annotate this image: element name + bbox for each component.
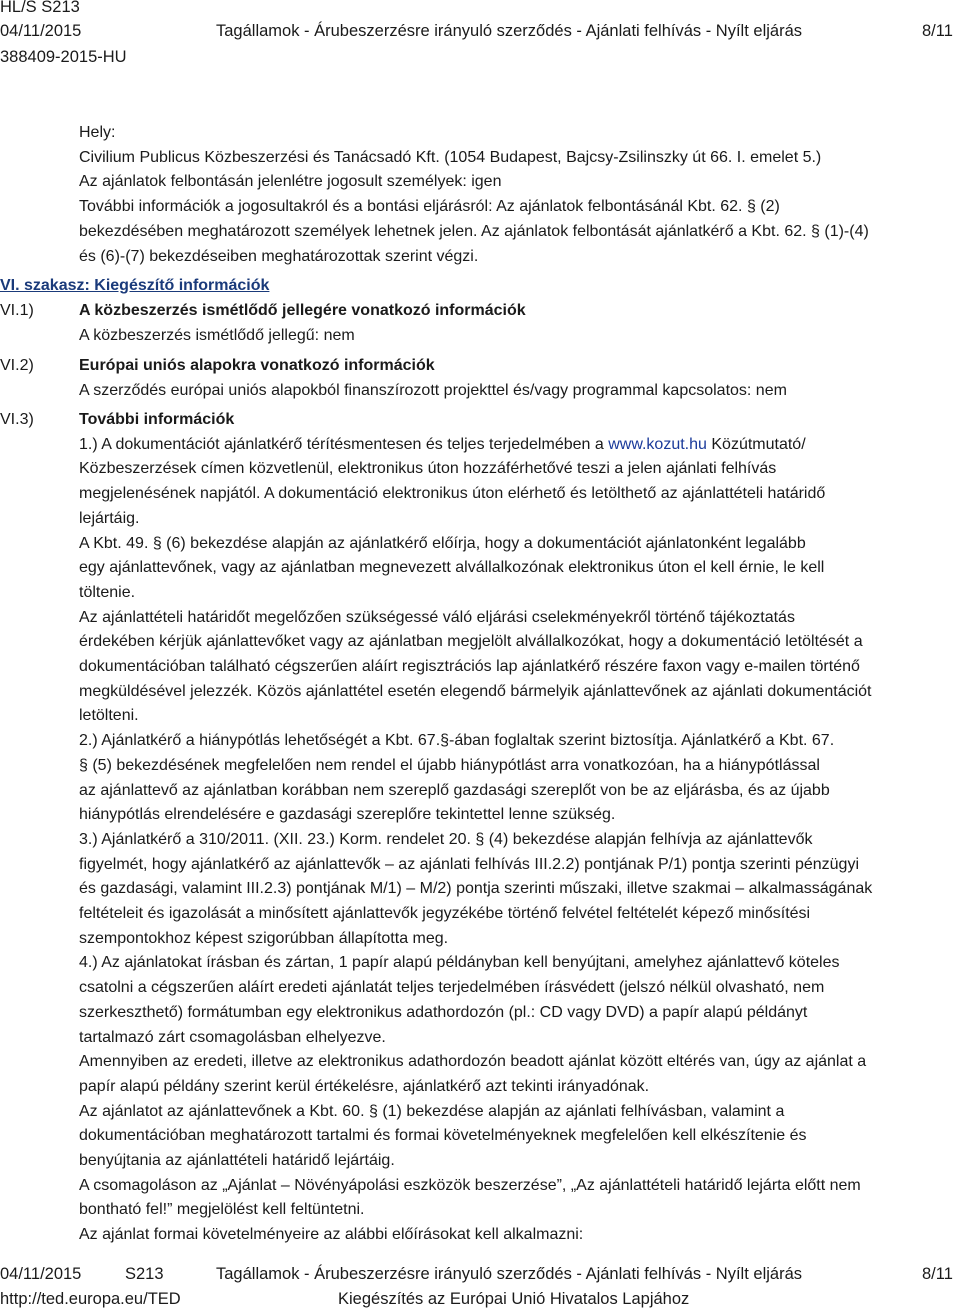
paragraph-line: benyújtania az ajánlattételi határidő lejártáig. — [79, 1152, 395, 1169]
paragraph-line: hiánypótlás elrendelésére e gazdasági szereplőre tekintettel lenne szükség. — [79, 806, 616, 824]
paragraph-line: megküldésével jelezzék. Közös ajánlattétel esetén elegendő bármelyik ajánlattevőnek az ajánlati dokumentációt — [79, 682, 872, 700]
paragraph-line: Hely: — [79, 124, 116, 141]
paragraph-line: papír alapú példány szerint kerül értékelésre, ajánlatkérő azt tekinti irányadónak. — [79, 1077, 650, 1095]
paragraph-line: Az ajánlat formai követelményeire az alábbi előírásokat kell alkalmazni: — [79, 1226, 584, 1244]
paragraph-line: szempontokhoz képest szigorúbban állapította meg. — [79, 929, 449, 947]
paragraph-line: 2.) Ajánlatkérő a hiánypótlás lehetőségét a Kbt. 67.§-ában foglaltak szerint biztosítja. Ajánlatkérő a Kbt. 67. — [79, 732, 835, 750]
paragraph-line: feltételeit és igazolását a minősített ajánlattevők jegyzékébe történő felvétel feltételét képező minősítési — [79, 905, 811, 922]
footer-publisher: Kiegészítés az Európai Unió Hivatalos Lapjához — [338, 1290, 690, 1308]
subsection-title-vi2: Európai uniós alapokra vonatkozó információk — [79, 357, 435, 374]
paragraph-line: és gazdasági, valamint III.2.3) pontjának M/1) – M/2) pontja szerinti műszaki, illetve szakmai – alkalmasságának — [79, 880, 873, 898]
kozut-link[interactable]: www.kozut.hu — [608, 435, 707, 453]
footer-date: 04/11/2015 — [0, 1265, 82, 1283]
paragraph-line: Az ajánlatot az ajánlattevőnek a Kbt. 60. § (1) bekezdése alapján az ajánlati felhívásban, valamint a — [79, 1102, 785, 1120]
paragraph-line: 3.) Ajánlatkérő a 310/2011. (XII. 23.) Korm. rendelet 20. § (4) bekezdése alapján felhívja az ajánlattevők — [79, 830, 813, 848]
paragraph-line: dokumentációban meghatározott tartalmi és formai követelményeknek megfelelően kell elkészítenie és — [79, 1127, 807, 1145]
paragraph-line: bekezdésében meghatározott személyek lehetnek jelen. Az ajánlatok felbontását ajánlatkérő a Kbt. 62. § (1)-(4) — [79, 222, 869, 240]
header-series: HL/S S213 — [0, 0, 80, 16]
paragraph-line: Amennyiben az eredeti, illetve az elektronikus adathordozón beadott ajánlat között eltérés van, úgy az ajánlat a — [79, 1053, 867, 1071]
paragraph-line: A szerződés európai uniós alapokból finanszírozott projekttel és/vagy programmal kapcsolatos: nem — [79, 381, 787, 399]
paragraph-line: dokumentációban található cégszerűen aláírt regisztrációs lap ajánlatkérő részére faxon vagy e-mailen történő — [79, 658, 860, 675]
paragraph-line: A csomagoláson az „Ajánlat – Növényápolási eszközök beszerzése”, „Az ajánlattételi határidő lejárta előtt nem — [79, 1176, 861, 1194]
paragraph-line: figyelmét, hogy ajánlatkérő az ajánlattevők – az ajánlati felhívás III.2.2) pontjának P/1) pontja szerinti pénzügyi — [79, 855, 860, 873]
paragraph-line: bontható fel!” megjelölést kell feltüntetni. — [79, 1201, 365, 1219]
header-date: 04/11/2015 — [0, 22, 82, 40]
page-header — [0, 0, 960, 70]
paragraph-line: egy ajánlattevőnek, vagy az ajánlatban megnevezett alvállalkozónak elektronikus úton el kell érnie, le kell — [79, 559, 825, 577]
paragraph-line: szerkeszthető) formátumban egy elektronikus adathordozón (pl.: CD vagy DVD) a papír alapú példányt — [79, 1003, 808, 1021]
paragraph-line: § (5) bekezdésének megfelelően nem rendel el újabb hiánypótlást arra vonatkozóan, ha a hiánypótlással — [79, 756, 820, 774]
section-title: VI. szakasz: Kiegészítő információk — [0, 277, 270, 294]
text-fragment: 1.) A dokumentációt ajánlatkérő térítésmentesen és teljes terjedelmében a — [79, 435, 609, 453]
footer-title: Tagállamok - Árubeszerzésre irányuló szerződés - Ajánlati felhívás - Nyílt eljárás — [216, 1265, 802, 1283]
paragraph-line — [79, 433, 806, 458]
paragraph-line: és (6)-(7) bekezdéseiben meghatározottak szerint végzi. — [79, 247, 479, 265]
subsection-title-vi3: További információk — [79, 411, 235, 428]
paragraph-line: További információk a jogosultakról és a bontási eljárásról: Az ajánlatok felbontásánál Kbt. 62. § (2) — [79, 198, 780, 216]
header-document-id: 388409-2015-HU — [0, 48, 127, 66]
text-fragment: Közútmutató/ — [706, 435, 806, 453]
subsection-title-vi1: A közbeszerzés ismétlődő jellegére vonatkozó információk — [79, 302, 526, 319]
footer-url[interactable]: http://ted.europa.eu/TED — [0, 1290, 181, 1308]
paragraph-line: letölteni. — [79, 707, 139, 725]
paragraph-line: A Kbt. 49. § (6) bekezdése alapján az ajánlatkérő előírja, hogy a dokumentációt ajánlatonként legalább — [79, 534, 806, 552]
paragraph-line: Civilium Publicus Közbeszerzési és Tanácsadó Kft. (1054 Budapest, Bajcsy-Zsilinszky út 66. I. emelet 5.) — [79, 148, 822, 166]
paragraph-line: csatolni a cégszerűen aláírt eredeti ajánlatát teljes terjedelmében írásvédett (jelszó nélkül olvasható, nem — [79, 979, 825, 997]
paragraph-line: lejártáig. — [79, 509, 140, 527]
page-footer — [0, 1262, 960, 1311]
footer-code: S213 — [125, 1265, 164, 1283]
paragraph-line: Közbeszerzések címen közvetlenül, elektronikus úton hozzáférhetővé teszi a jelen ajánlati felhívás — [79, 460, 777, 478]
paragraph-line: érdekében kérjük ajánlattevőket vagy az ajánlatban megjelölt alvállalkozókat, hogy a dokumentáció letöltését a — [79, 633, 863, 651]
paragraph-line: tartalmazó zárt csomagolásban elhelyezve. — [79, 1028, 386, 1046]
paragraph-line: az ajánlattevő az ajánlatban korábban nem szereplő gazdasági szereplőt von be az eljárásba, és az újabb — [79, 781, 830, 799]
paragraph-line: Az ajánlatok felbontásán jelenlétre jogosult személyek: igen — [79, 173, 502, 191]
header-title: Tagállamok - Árubeszerzésre irányuló szerződés - Ajánlati felhívás - Nyílt eljárás — [216, 22, 802, 40]
paragraph-line: Az ajánlattételi határidőt megelőzően szükségessé váló eljárási cselekményekről történő tájékoztatás — [79, 608, 795, 626]
section-number-vi1: VI.1) — [0, 302, 34, 319]
paragraph-line: 4.) Az ajánlatokat írásban és zártan, 1 papír alapú példányban kell benyújtani, amelyhez ajánlattevő köteles — [79, 954, 840, 972]
section-number-vi2: VI.2) — [0, 357, 34, 374]
paragraph-line: A közbeszerzés ismétlődő jellegű: nem — [79, 326, 355, 344]
header-page-number: 8/11 — [922, 22, 953, 40]
paragraph-line: megjelenésének napjától. A dokumentáció elektronikus úton elérhető és letölthető az ajánlattételi határidő — [79, 485, 826, 503]
paragraph-line: töltenie. — [79, 583, 136, 601]
section-number-vi3: VI.3) — [0, 411, 34, 428]
footer-page-number: 8/11 — [922, 1265, 953, 1283]
